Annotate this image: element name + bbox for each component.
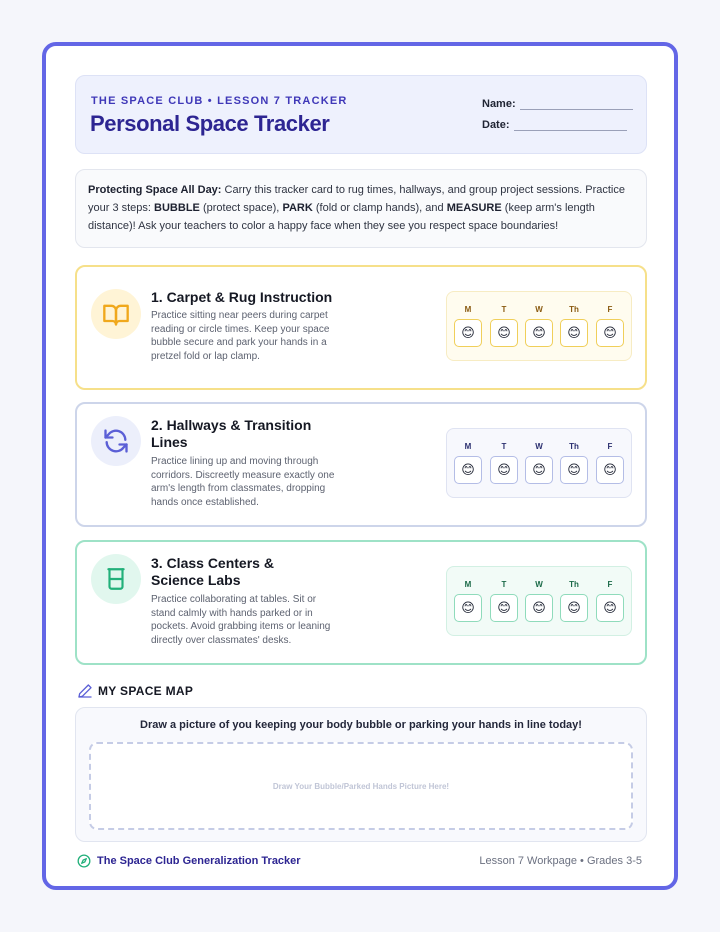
day-label: F [607,442,613,451]
day-thursday [560,580,588,622]
card-description: Practice sitting near peers during carpet reading or circle times. Keep your space bubble secure and park your hands in a pretzel fold or lap clamp. [151,310,330,362]
space-map-title: MY SPACE MAP [98,684,194,698]
card-description: Practice collaborating at tables. Sit or stand calmly with hands parked or in pockets. Avoid grabbing items or leaning directly over classmates' desks. [151,594,331,646]
day-label: M [464,442,472,451]
happy-face-checkbox[interactable]: 😊 [525,456,553,484]
date-label: Date: [482,119,510,131]
refresh-icon [91,416,141,466]
day-wednesday [525,442,553,484]
happy-face-checkbox[interactable]: 😊 [560,319,588,347]
day-friday [596,580,624,622]
intro-text-1: Carry this tracker card to rug times, hallways, and group project sessions. Practice your 3 steps: [88,184,625,214]
space-map-heading [77,683,193,699]
day-wednesday [525,580,553,622]
happy-face-checkbox[interactable]: 😊 [596,456,624,484]
date-field[interactable] [482,119,627,131]
page-title: Personal Space Tracker [90,111,330,136]
lesson-kicker: THE SPACE CLUB • LESSON 7 TRACKER [91,95,348,107]
day-monday [454,305,482,347]
card-title: 2. Hallways & Transition Lines [151,417,312,450]
day-label: Th [569,580,579,589]
intro-text-3: (fold or clamp hands), and [312,202,447,214]
happy-face-checkbox[interactable]: 😊 [490,456,518,484]
card-title: 3. Class Centers & Science Labs [151,555,274,588]
day-label: F [607,580,613,589]
intro-lead: Protecting Space All Day: [88,184,222,196]
name-field[interactable] [482,98,633,110]
happy-face-checkbox[interactable]: 😊 [490,319,518,347]
space-map-instruction: Draw a picture of you keeping your body bubble or parking your hands in line today! [140,719,582,731]
day-tracker [446,428,632,498]
day-label: T [501,580,507,589]
beaker-icon [91,554,141,604]
name-line[interactable] [520,98,633,110]
worksheet-page [42,42,678,890]
happy-face-checkbox[interactable]: 😊 [454,594,482,622]
day-label: M [464,580,472,589]
compass-icon [77,854,91,868]
footer-title: The Space Club Generalization Tracker [97,855,301,867]
happy-face-checkbox[interactable]: 😊 [560,594,588,622]
happy-face-checkbox[interactable]: 😊 [525,319,553,347]
happy-face-checkbox[interactable]: 😊 [490,594,518,622]
day-label: T [501,442,507,451]
footer-brand [77,854,301,868]
pencil-icon [77,683,93,699]
day-monday [454,580,482,622]
day-friday [596,442,624,484]
intro-text-2: (protect space), [199,202,283,214]
day-label: Th [569,305,579,314]
name-label: Name: [482,98,516,110]
day-label: W [535,442,543,451]
header-panel [75,75,647,154]
happy-face-checkbox[interactable]: 😊 [525,594,553,622]
day-friday [596,305,624,347]
intro-panel [75,169,647,248]
drawing-area[interactable] [89,742,633,830]
day-tuesday [490,580,518,622]
card-class-centers [75,540,647,665]
day-tuesday [490,442,518,484]
day-tracker [446,291,632,361]
book-icon [91,289,141,339]
drawing-placeholder: Draw Your Bubble/Parked Hands Picture Here! [272,781,450,791]
card-hallways [75,402,647,527]
happy-face-checkbox[interactable]: 😊 [596,319,624,347]
day-label: M [464,305,472,314]
date-line[interactable] [514,119,627,131]
day-label: T [501,305,507,314]
card-title: 1. Carpet & Rug Instruction [151,289,333,305]
step-park: PARK [282,202,313,214]
step-bubble: BUBBLE [154,202,200,214]
intro-text-4: (keep arm's length distance)! Ask your teachers to color a happy face when they see you respect space boundaries! [88,202,595,232]
day-tuesday [490,305,518,347]
day-label: F [607,305,613,314]
happy-face-checkbox[interactable]: 😊 [454,456,482,484]
card-description: Practice lining up and moving through corridors. Discreetly measure exactly one arm's length from classmates, dropping hands once established. [151,456,335,508]
card-carpet-rug [75,265,647,390]
step-measure: MEASURE [446,202,502,214]
day-label: W [535,305,543,314]
day-thursday [560,305,588,347]
happy-face-checkbox[interactable]: 😊 [596,594,624,622]
footer-lesson-info: Lesson 7 Workpage • Grades 3-5 [479,855,642,867]
day-label: W [535,580,543,589]
day-monday [454,442,482,484]
space-map-panel [75,707,647,842]
day-wednesday [525,305,553,347]
day-label: Th [569,442,579,451]
happy-face-checkbox[interactable]: 😊 [454,319,482,347]
happy-face-checkbox[interactable]: 😊 [560,456,588,484]
day-thursday [560,442,588,484]
day-tracker [446,566,632,636]
